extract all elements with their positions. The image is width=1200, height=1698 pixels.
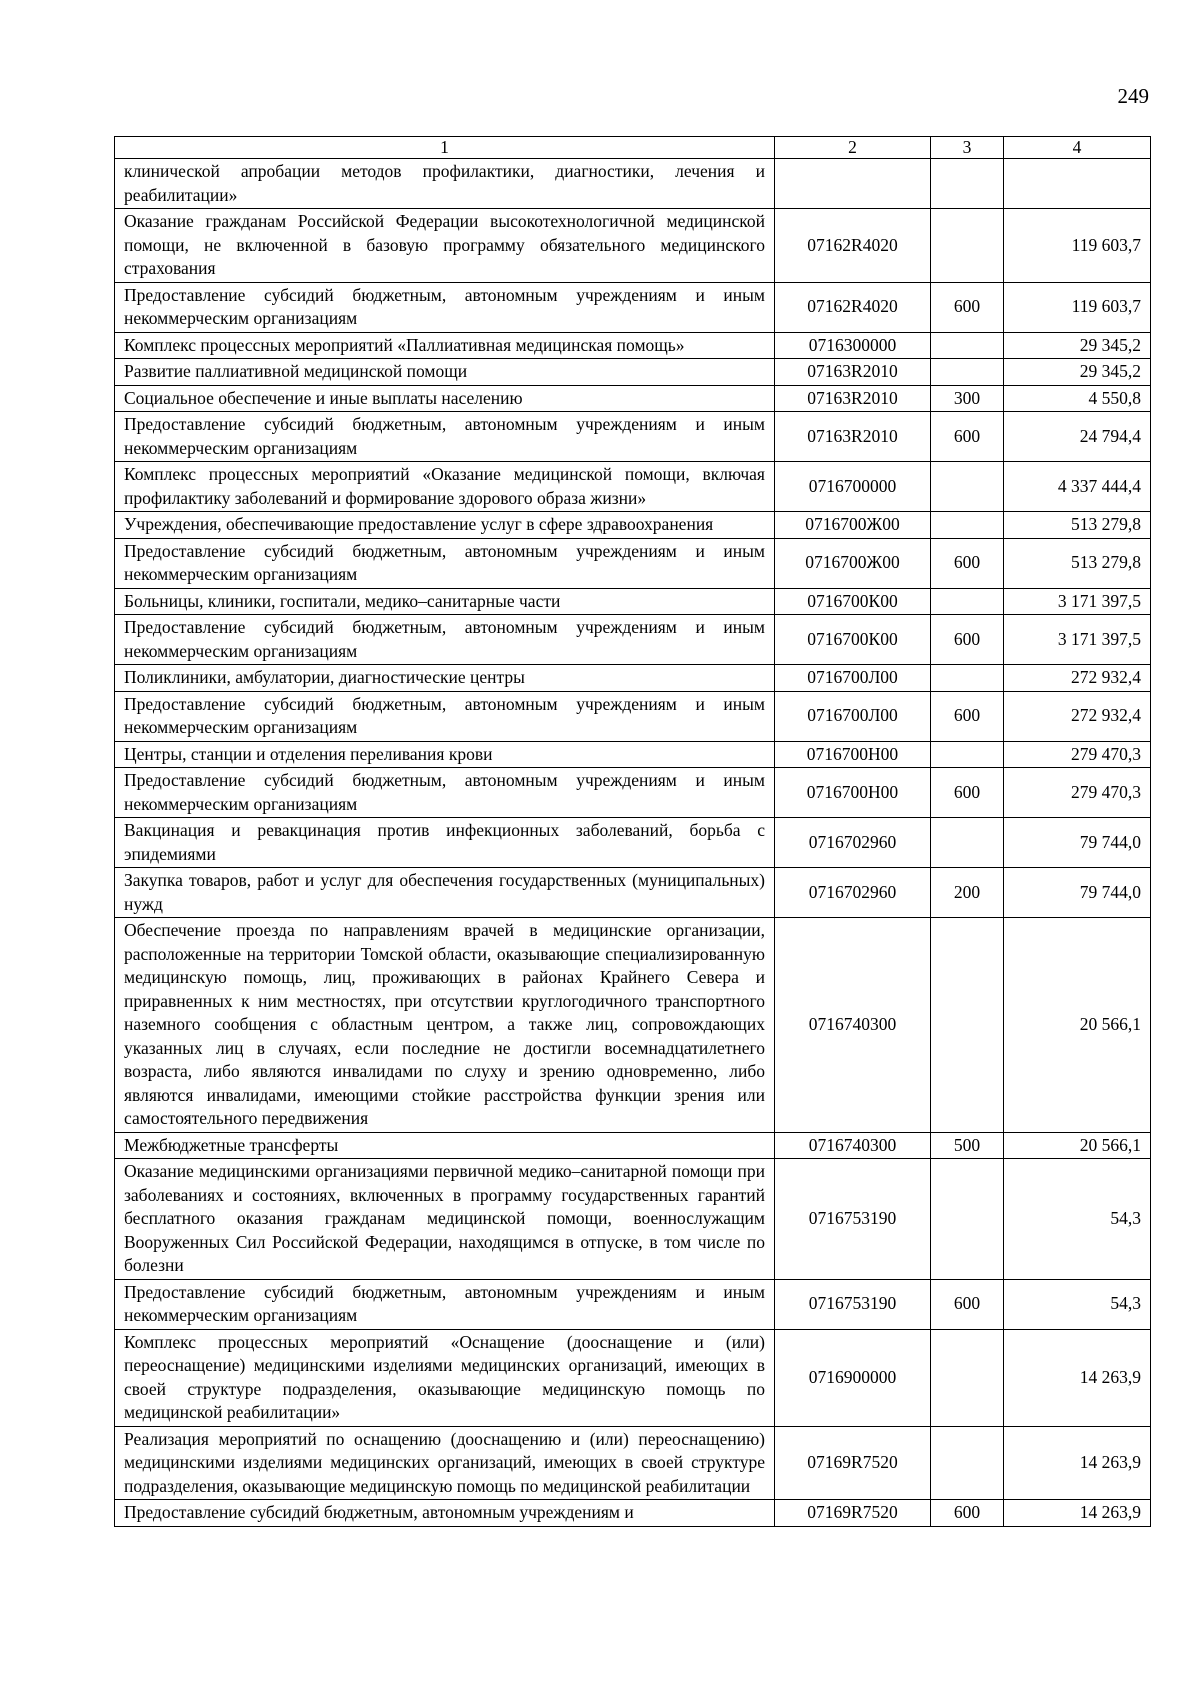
table-row (115, 462, 1151, 512)
row-expense-type: 600 (931, 538, 1004, 588)
row-code: 0716700Н00 (775, 741, 931, 768)
table-row (115, 282, 1151, 332)
row-amount: 29 345,2 (1004, 359, 1151, 386)
row-code: 07163R2010 (775, 359, 931, 386)
row-code: 0716753190 (775, 1279, 931, 1329)
row-expense-type (931, 1159, 1004, 1280)
row-description: Реализация мероприятий по оснащению (дооснащению и (или) переоснащению) медицинскими изделиями медицинских организаций, имеющих в своей структуре подразделения, оказывающие медицинскую помощь по медицинской реабилитации (115, 1426, 775, 1500)
row-expense-type (931, 209, 1004, 283)
table-row (115, 588, 1151, 615)
row-amount: 4 550,8 (1004, 385, 1151, 412)
row-code: 0716753190 (775, 1159, 931, 1280)
table-row (115, 918, 1151, 1133)
row-amount: 272 932,4 (1004, 691, 1151, 741)
column-header-2: 2 (775, 137, 931, 159)
row-amount: 3 171 397,5 (1004, 615, 1151, 665)
row-expense-type (931, 741, 1004, 768)
row-expense-type: 600 (931, 691, 1004, 741)
table-row (115, 332, 1151, 359)
row-code: 0716700К00 (775, 615, 931, 665)
row-amount: 279 470,3 (1004, 741, 1151, 768)
row-description: Учреждения, обеспечивающие предоставление услуг в сфере здравоохранения (115, 512, 775, 539)
row-description: Предоставление субсидий бюджетным, автономным учреждениям и (115, 1500, 775, 1527)
row-amount: 272 932,4 (1004, 665, 1151, 692)
table-row (115, 818, 1151, 868)
row-expense-type (931, 1329, 1004, 1426)
row-amount: 4 337 444,4 (1004, 462, 1151, 512)
table-body (115, 159, 1151, 1527)
row-amount: 513 279,8 (1004, 512, 1151, 539)
row-amount: 29 345,2 (1004, 332, 1151, 359)
table-row (115, 768, 1151, 818)
row-description: клинической апробации методов профилактики, диагностики, лечения и реабилитации» (115, 159, 775, 209)
table-row (115, 538, 1151, 588)
row-amount: 54,3 (1004, 1159, 1151, 1280)
table-row (115, 1132, 1151, 1159)
row-code: 0716700Ж00 (775, 512, 931, 539)
row-code: 0716740300 (775, 918, 931, 1133)
row-description: Вакцинация и ревакцинация против инфекционных заболеваний, борьба с эпидемиями (115, 818, 775, 868)
table-row (115, 359, 1151, 386)
row-code: 0716700Н00 (775, 768, 931, 818)
row-description: Предоставление субсидий бюджетным, автономным учреждениям и иным некоммерческим организациям (115, 615, 775, 665)
row-description: Социальное обеспечение и иные выплаты населению (115, 385, 775, 412)
row-expense-type (931, 1426, 1004, 1500)
row-code: 07162R4020 (775, 282, 931, 332)
row-amount: 24 794,4 (1004, 412, 1151, 462)
row-amount: 14 263,9 (1004, 1426, 1151, 1500)
row-expense-type: 600 (931, 1279, 1004, 1329)
row-expense-type (931, 359, 1004, 386)
row-expense-type (931, 159, 1004, 209)
row-code: 07169R7520 (775, 1500, 931, 1527)
row-code: 0716700000 (775, 462, 931, 512)
row-code: 0716900000 (775, 1329, 931, 1426)
table-row (115, 1159, 1151, 1280)
row-description: Предоставление субсидий бюджетным, автономным учреждениям и иным некоммерческим организациям (115, 768, 775, 818)
row-expense-type: 600 (931, 768, 1004, 818)
row-description: Обеспечение проезда по направлениям врачей в медицинские организации, расположенные на территории Томской области, оказывающие специализированную медицинскую помощь, лиц, проживающих в районах Крайнего Севера и приравненных к ним местностях, при отсутствии круглогодичного транспортного наземного сообщения с областным центром, а также лиц, сопровождающих указанных лиц в случаях, если последние не достигли восемнадцатилетнего возраста, либо являются инвалидами по слуху и зрению одновременно, либо являются инвалидами, имеющими стойкие расстройства функции зрения или самостоятельного передвижения (115, 918, 775, 1133)
row-expense-type: 600 (931, 412, 1004, 462)
table-row (115, 741, 1151, 768)
row-expense-type: 300 (931, 385, 1004, 412)
row-amount: 513 279,8 (1004, 538, 1151, 588)
row-amount: 119 603,7 (1004, 282, 1151, 332)
page-number: 249 (1117, 84, 1149, 108)
row-description: Закупка товаров, работ и услуг для обеспечения государственных (муниципальных) нужд (115, 868, 775, 918)
row-description: Предоставление субсидий бюджетным, автономным учреждениям и иным некоммерческим организациям (115, 282, 775, 332)
row-expense-type (931, 918, 1004, 1133)
budget-table (114, 136, 1151, 1527)
row-code (775, 159, 931, 209)
row-expense-type: 600 (931, 282, 1004, 332)
table-row (115, 868, 1151, 918)
table-row (115, 385, 1151, 412)
row-expense-type (931, 512, 1004, 539)
row-description: Больницы, клиники, госпитали, медико–санитарные части (115, 588, 775, 615)
column-header-4: 4 (1004, 137, 1151, 159)
table-row (115, 412, 1151, 462)
row-description: Комплекс процессных мероприятий «Оснащение (дооснащение и (или) переоснащение) медицинскими изделиями медицинских организаций, имеющих в своей структуре подразделения, оказывающие медицинскую помощь по медицинской реабилитации» (115, 1329, 775, 1426)
row-amount: 54,3 (1004, 1279, 1151, 1329)
table-row (115, 1500, 1151, 1527)
row-code: 07163R2010 (775, 385, 931, 412)
row-expense-type (931, 462, 1004, 512)
row-code: 0716700Л00 (775, 691, 931, 741)
row-code: 07163R2010 (775, 412, 931, 462)
row-code: 0716702960 (775, 868, 931, 918)
column-header-3: 3 (931, 137, 1004, 159)
row-description: Предоставление субсидий бюджетным, автономным учреждениям и иным некоммерческим организациям (115, 691, 775, 741)
row-description: Комплекс процессных мероприятий «Оказание медицинской помощи, включая профилактику заболеваний и формирование здорового образа жизни» (115, 462, 775, 512)
row-description: Комплекс процессных мероприятий «Паллиативная медицинская помощь» (115, 332, 775, 359)
row-amount: 79 744,0 (1004, 868, 1151, 918)
row-code: 0716700Ж00 (775, 538, 931, 588)
row-code: 0716700Л00 (775, 665, 931, 692)
row-code: 0716700К00 (775, 588, 931, 615)
row-expense-type: 600 (931, 1500, 1004, 1527)
row-expense-type: 600 (931, 615, 1004, 665)
row-amount (1004, 159, 1151, 209)
row-expense-type: 500 (931, 1132, 1004, 1159)
row-description: Оказание медицинскими организациями первичной медико–санитарной помощи при заболеваниях и состояниях, включенных в программу государственных гарантий бесплатного оказания гражданам медицинской помощи, военнослужащим Вооруженных Сил Российской Федерации, находящимся в отпуске, в том числе по болезни (115, 1159, 775, 1280)
row-amount: 20 566,1 (1004, 918, 1151, 1133)
table-row (115, 1279, 1151, 1329)
row-description: Межбюджетные трансферты (115, 1132, 775, 1159)
table-row (115, 209, 1151, 283)
row-description: Предоставление субсидий бюджетным, автономным учреждениям и иным некоммерческим организациям (115, 1279, 775, 1329)
row-code: 0716740300 (775, 1132, 931, 1159)
table-row (115, 1426, 1151, 1500)
table-row (115, 691, 1151, 741)
row-amount: 14 263,9 (1004, 1500, 1151, 1527)
table-row (115, 1329, 1151, 1426)
row-code: 07169R7520 (775, 1426, 931, 1500)
row-expense-type (931, 665, 1004, 692)
row-amount: 79 744,0 (1004, 818, 1151, 868)
row-description: Оказание гражданам Российской Федерации высокотехнологичной медицинской помощи, не включенной в базовую программу обязательного медицинского страхования (115, 209, 775, 283)
row-code: 0716702960 (775, 818, 931, 868)
row-amount: 14 263,9 (1004, 1329, 1151, 1426)
row-amount: 3 171 397,5 (1004, 588, 1151, 615)
header-row (115, 137, 1151, 159)
row-amount: 279 470,3 (1004, 768, 1151, 818)
row-expense-type (931, 332, 1004, 359)
row-description: Предоставление субсидий бюджетным, автономным учреждениям и иным некоммерческим организациям (115, 538, 775, 588)
column-header-1: 1 (115, 137, 775, 159)
table-row (115, 615, 1151, 665)
row-description: Предоставление субсидий бюджетным, автономным учреждениям и иным некоммерческим организациям (115, 412, 775, 462)
row-amount: 119 603,7 (1004, 209, 1151, 283)
row-expense-type (931, 818, 1004, 868)
table-row (115, 512, 1151, 539)
row-amount: 20 566,1 (1004, 1132, 1151, 1159)
row-code: 0716300000 (775, 332, 931, 359)
row-description: Центры, станции и отделения переливания крови (115, 741, 775, 768)
table-row (115, 159, 1151, 209)
row-description: Развитие паллиативной медицинской помощи (115, 359, 775, 386)
row-code: 07162R4020 (775, 209, 931, 283)
row-expense-type (931, 588, 1004, 615)
row-expense-type: 200 (931, 868, 1004, 918)
table-row (115, 665, 1151, 692)
row-description: Поликлиники, амбулатории, диагностические центры (115, 665, 775, 692)
